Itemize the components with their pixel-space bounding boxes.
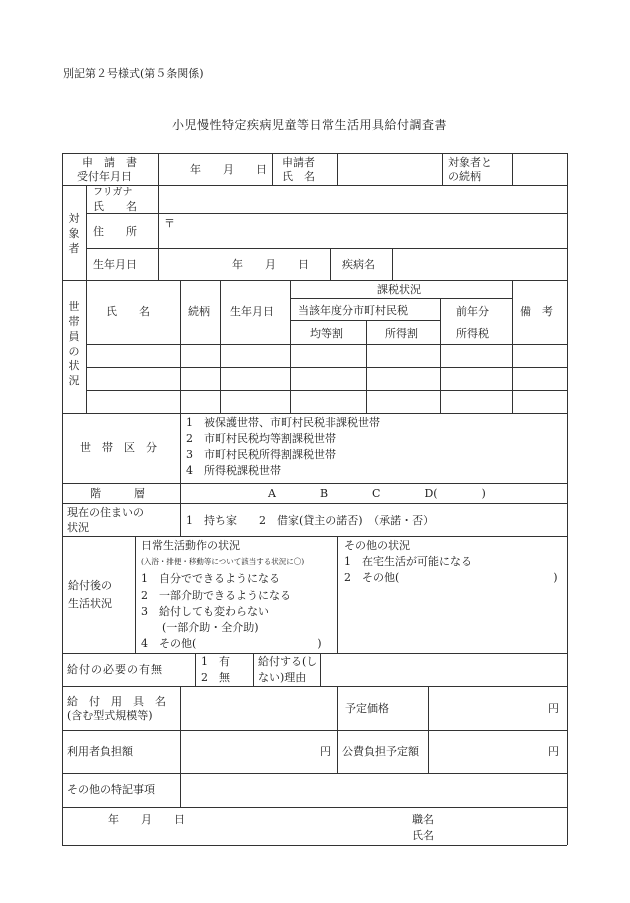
tax-status-label: 課税状況 [377,283,421,296]
footer-post-label: 職名 [412,813,434,826]
applicant-name-label: 氏 名 [282,170,315,183]
equipment-label: 給 付 用 具 名 [67,695,166,708]
household-col-name: 氏 名 [106,305,150,318]
birthdate-field[interactable]: 年 月 日 [232,258,309,271]
adl-title: 日常生活動作の状況 [141,539,240,552]
relation-label: 対象者と [448,156,492,169]
received-date-field[interactable]: 年 月 日 [190,163,267,176]
tier-options: A B C D( ) [268,487,486,500]
furigana-label: フリガナ [93,187,133,198]
user-burden-label: 利用者負担額 [67,745,133,758]
household-col-relation: 続柄 [188,305,210,318]
household-class-option: 1 被保護世帯、市町村民税非課税世帯 [186,416,380,429]
tax-current-label: 当該年度分市町村民税 [298,304,408,317]
living-after-label: 給付後の [68,579,112,592]
subject-name-label: 氏 名 [93,200,137,213]
residence-options: 1 持ち家 2 借家(貸主の諾否) （承諾・否） [186,514,435,527]
footer-name-label: 氏名 [412,829,434,842]
other-status-option: 2 その他( ) [344,571,558,584]
notes-label: その他の特記事項 [67,783,155,796]
prev-year-tax-label: 所得税 [456,327,489,340]
household-class-label: 世 帯 区 分 [80,441,157,454]
living-after-label-2: 生活状況 [68,597,112,610]
household-col-birth: 生年月日 [230,305,274,318]
necessity-reason-label-2: ない)理由 [258,671,307,684]
household-class-option: 4 所得税課税世帯 [186,464,281,477]
tax-income-label: 所得割 [385,327,418,340]
necessity-yes: 1 有 [201,655,230,668]
residence-label-2: 状況 [67,521,89,534]
adl-option: 4 その他( ) [141,637,322,650]
adl-note: (入浴・排便・移動等について該当する状況に〇) [141,557,305,566]
received-label: 申 請 書 [82,156,137,169]
user-burden-yen: 円 [320,745,331,758]
other-status-option: 1 在宅生活が可能になる [344,555,472,568]
tax-equal-label: 均等割 [310,327,343,340]
birthdate-label: 生年月日 [93,258,137,271]
form-number: 別記第２号様式(第５条関係) [63,67,204,80]
household-class-option: 3 市町村民税所得割課税世帯 [186,448,336,461]
necessity-reason-label: 給付する(し [258,655,318,668]
necessity-no: 2 無 [201,671,230,684]
applicant-label: 申請者 [282,156,315,169]
adl-option: (一部介助・全介助) [151,621,259,634]
subject-section-label: 対象者 [68,212,80,255]
form-title: 小児慢性特定疾病児童等日常生活用具給付調査書 [172,118,448,132]
adl-option: 1 自分でできるようになる [141,572,280,585]
residence-label: 現在の住まいの [67,506,144,519]
tier-label: 階 層 [90,487,145,500]
price-label: 予定価格 [345,702,389,715]
price-yen: 円 [548,702,559,715]
adl-option: 2 一部介助できるようになる [141,589,291,602]
disease-label: 疾病名 [342,258,375,271]
relation-label-2: の続柄 [448,170,481,183]
other-status-title: その他の状況 [344,539,410,552]
public-burden-label: 公費負担予定額 [342,745,419,758]
adl-option: 3 給付しても変わらない [141,605,269,618]
received-label-2: 受付年月日 [77,170,132,183]
equipment-label-2: (含む型式規模等) [67,709,153,722]
remarks-label: 備 考 [520,305,553,318]
footer-date: 年 月 日 [108,813,185,826]
household-section-label: 世帯員の状況 [68,300,80,388]
necessity-label: 給付の必要の有無 [67,663,163,676]
household-class-option: 2 市町村民税均等割課税世帯 [186,432,336,445]
postal-mark: 〒 [164,217,175,230]
public-burden-yen: 円 [548,745,559,758]
address-label: 住 所 [93,225,137,238]
prev-year-label: 前年分 [456,305,489,318]
